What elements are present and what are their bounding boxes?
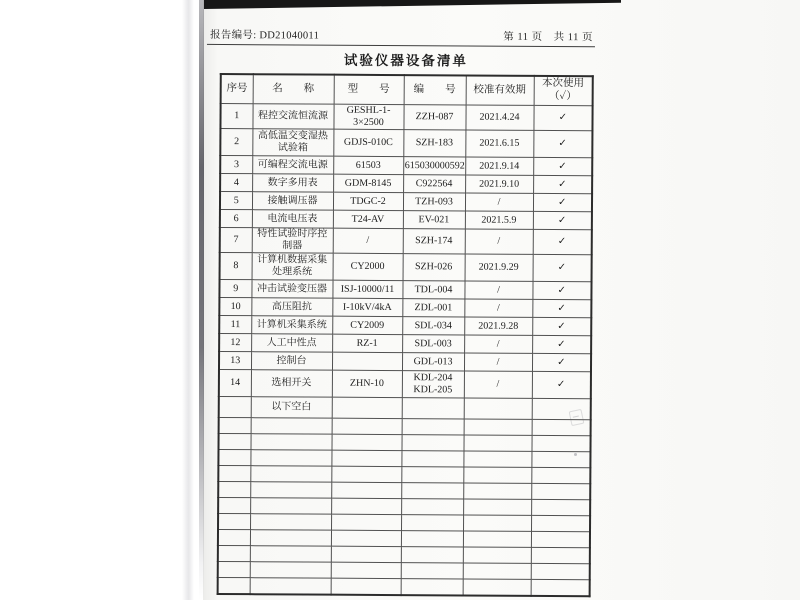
empty-cell [531, 483, 590, 499]
empty-cell [250, 530, 331, 546]
empty-cell [463, 467, 531, 483]
cell-model: I-10kV/4kA [332, 298, 402, 316]
empty-cell [218, 449, 250, 465]
cell-serial: SZH-026 [403, 254, 465, 281]
empty-cell [531, 563, 590, 579]
empty-cell [250, 562, 331, 578]
col-header-validity: 校准有效期 [466, 75, 534, 105]
cell-no: 8 [220, 252, 252, 279]
empty-cell [401, 563, 463, 579]
cell-validity: 2021.6.15 [465, 130, 533, 157]
check-mark: ✓ [532, 317, 591, 335]
empty-cell [402, 419, 464, 435]
empty-cell [218, 561, 250, 577]
empty-cell [331, 546, 401, 562]
cell-no: 13 [219, 351, 251, 369]
cell-name: 计算机数据采集处理系统 [252, 253, 333, 280]
cell-serial: SDL-034 [402, 317, 464, 335]
col-header-used: 本次使用 （✓） [534, 76, 593, 106]
cell-no: 10 [219, 297, 251, 315]
cell-name: 高压阻抗 [251, 298, 332, 316]
cell-serial: KDL-204 KDL-205 [402, 371, 464, 398]
table-row [219, 297, 591, 317]
empty-cell [531, 451, 590, 467]
cell-no [219, 396, 251, 417]
cell-model: ISJ-10000/11 [332, 280, 402, 298]
cell-serial: GDL-013 [402, 353, 464, 371]
check-mark: ✓ [533, 130, 592, 157]
check-mark: ✓ [533, 157, 592, 175]
empty-cell [331, 562, 401, 578]
cell-validity: / [465, 229, 533, 254]
cell-serial: TDL-004 [402, 281, 464, 299]
table-row [220, 155, 592, 175]
empty-cell [331, 498, 401, 514]
empty-cell [401, 467, 463, 483]
cell-validity: / [465, 193, 533, 211]
empty-cell [401, 515, 463, 531]
cell-no: 3 [220, 155, 252, 173]
cell-name: 电流电压表 [252, 210, 333, 228]
empty-cell [250, 546, 331, 562]
empty-cell [250, 498, 331, 514]
cell-model: CY2000 [333, 253, 403, 280]
empty-cell [531, 467, 590, 483]
empty-cell [401, 483, 463, 499]
document-content [200, 0, 800, 604]
cell-name: 程控交流恒流源 [252, 104, 333, 129]
cell-no: 1 [220, 103, 252, 128]
empty-cell [331, 578, 401, 595]
cell-serial [402, 398, 464, 419]
cell-validity: 2021.4.24 [465, 105, 533, 130]
check-mark: ✓ [532, 299, 591, 317]
cell-validity: 2021.5.9 [465, 211, 533, 229]
cell-name: 特性试验时序控制器 [252, 228, 333, 253]
empty-cell [463, 451, 531, 467]
table-row [219, 279, 591, 299]
cell-no: 14 [219, 369, 251, 396]
empty-cell [401, 499, 463, 515]
empty-cell [219, 417, 251, 433]
cell-validity: / [464, 353, 532, 371]
check-mark: ✓ [533, 254, 592, 281]
table-row [219, 315, 591, 335]
cell-serial: ZDL-001 [402, 299, 464, 317]
empty-cell [463, 547, 531, 563]
cell-no: 2 [220, 128, 252, 155]
empty-cell [331, 482, 401, 498]
cell-no: 5 [220, 191, 252, 209]
cell-model: 61503 [333, 156, 403, 174]
cell-no: 11 [219, 315, 251, 333]
empty-cell [250, 450, 331, 466]
empty-cell [401, 579, 463, 596]
col-header-name: 名 称 [253, 74, 334, 104]
cell-model: GESHL-1-3×2500 [333, 104, 403, 129]
cell-name: 计算机采集系统 [251, 316, 332, 334]
blank-note-row [219, 396, 591, 419]
empty-cell [251, 418, 332, 434]
cell-model [332, 352, 402, 370]
cell-model: RZ-1 [332, 334, 402, 352]
empty-cell [463, 435, 531, 451]
empty-cell [250, 578, 331, 595]
cell-serial: TZH-093 [403, 193, 465, 211]
empty-cell [250, 434, 331, 450]
check-mark: ✓ [532, 281, 591, 299]
empty-cell [401, 531, 463, 547]
cell-serial: SDL-003 [402, 335, 464, 353]
table-row [219, 369, 591, 398]
cell-validity [464, 398, 532, 419]
empty-cell [401, 547, 463, 563]
cell-model: / [333, 228, 403, 253]
cell-no: 6 [220, 209, 252, 227]
empty-cell [331, 466, 401, 482]
empty-cell [531, 499, 590, 515]
cell-name: 接触调压器 [252, 192, 333, 210]
table-row [220, 128, 592, 157]
check-mark: ✓ [532, 335, 591, 353]
empty-cell [463, 483, 531, 499]
empty-cell [531, 531, 590, 547]
empty-cell [463, 531, 531, 547]
cell-name: 选相开关 [251, 370, 332, 397]
empty-cell [250, 466, 331, 482]
report-number: 报告编号: DD21040011 [209, 29, 320, 42]
cell-serial: C922564 [403, 175, 465, 193]
cell-model: GDJS-010C [333, 129, 403, 156]
check-mark: ✓ [532, 371, 591, 398]
blank-note: 以下空白 [251, 397, 332, 418]
empty-cell [463, 579, 531, 596]
empty-cell [218, 513, 250, 529]
cell-name: 控制台 [251, 352, 332, 370]
cell-name: 人工中性点 [251, 334, 332, 352]
empty-cell [401, 435, 463, 451]
empty-cell [331, 530, 401, 546]
empty-cell [218, 529, 250, 545]
empty-cell [531, 515, 590, 531]
check-mark: ✓ [533, 211, 592, 229]
cell-model: TDGC-2 [333, 192, 403, 210]
cell-validity: / [464, 335, 532, 353]
check-mark: ✓ [533, 175, 592, 193]
empty-cell [463, 515, 531, 531]
cell-serial: 615030000592 [403, 157, 465, 175]
cell-serial: SZH-174 [403, 229, 465, 254]
empty-cell [250, 482, 331, 498]
col-header-model: 型 号 [334, 75, 404, 105]
cell-model: CY2009 [332, 316, 402, 334]
equipment-table [217, 73, 594, 597]
check-mark: ✓ [533, 105, 592, 130]
cell-validity: 2021.9.10 [465, 175, 533, 193]
empty-cell [531, 547, 590, 563]
cell-validity: 2021.9.29 [465, 254, 533, 281]
cell-validity: / [464, 299, 532, 317]
cell-no: 9 [219, 279, 251, 297]
table-row [219, 351, 591, 371]
empty-cell [331, 514, 401, 530]
check-mark: ✓ [533, 229, 592, 254]
scan-artifact [574, 453, 577, 456]
cell-name: 高低温交变湿热试验箱 [252, 129, 333, 156]
empty-cell [401, 451, 463, 467]
cell-no: 4 [220, 173, 252, 191]
check-mark: ✓ [533, 193, 592, 211]
document-title: 试验仪器设备清单 [343, 52, 468, 69]
cell-validity: 2021.9.28 [464, 317, 532, 335]
cell-no: 7 [220, 227, 252, 252]
table-row [220, 227, 592, 254]
empty-cell [464, 419, 532, 435]
page-indicator: 第 11 页 共 11 页 [503, 31, 594, 44]
col-header-serial: 编 号 [404, 75, 466, 105]
cell-validity: / [464, 281, 532, 299]
page-edge-shadow [182, 0, 194, 600]
document-header [207, 25, 595, 47]
cell-name: 可编程交流电源 [252, 156, 333, 174]
table-row [219, 333, 591, 353]
table-row [220, 191, 592, 211]
empty-cell [218, 433, 250, 449]
cell-serial: ZZH-087 [403, 105, 465, 130]
table-row [220, 252, 592, 281]
empty-cell [218, 545, 250, 561]
table-row [220, 209, 592, 229]
empty-row [218, 577, 590, 596]
cell-validity: / [464, 371, 532, 398]
cell-serial: SZH-183 [403, 130, 465, 157]
empty-cell [331, 450, 401, 466]
cell-model [332, 397, 402, 418]
empty-cell [250, 514, 331, 530]
table-row [220, 103, 592, 130]
empty-cell [331, 434, 401, 450]
table-row [220, 173, 592, 193]
cell-model: ZHN-10 [332, 370, 402, 397]
cell-model: T24-AV [333, 210, 403, 228]
cell-model: GDM-8145 [333, 174, 403, 192]
empty-cell [218, 577, 250, 594]
cell-serial: EV-021 [403, 211, 465, 229]
table-header-row [221, 74, 593, 106]
empty-cell [531, 579, 590, 596]
col-header-no: 序号 [221, 74, 253, 104]
cell-no: 12 [219, 333, 251, 351]
empty-cell [463, 499, 531, 515]
empty-cell [218, 481, 250, 497]
empty-cell [218, 497, 250, 513]
empty-cell [218, 465, 250, 481]
cell-name: 数字多用表 [252, 174, 333, 192]
scan-artifact [569, 409, 585, 426]
check-mark: ✓ [532, 353, 591, 371]
cell-validity: 2021.9.14 [465, 157, 533, 175]
cell-name: 冲击试验变压器 [251, 280, 332, 298]
empty-cell [531, 435, 590, 451]
empty-cell [332, 418, 402, 434]
empty-cell [463, 563, 531, 579]
